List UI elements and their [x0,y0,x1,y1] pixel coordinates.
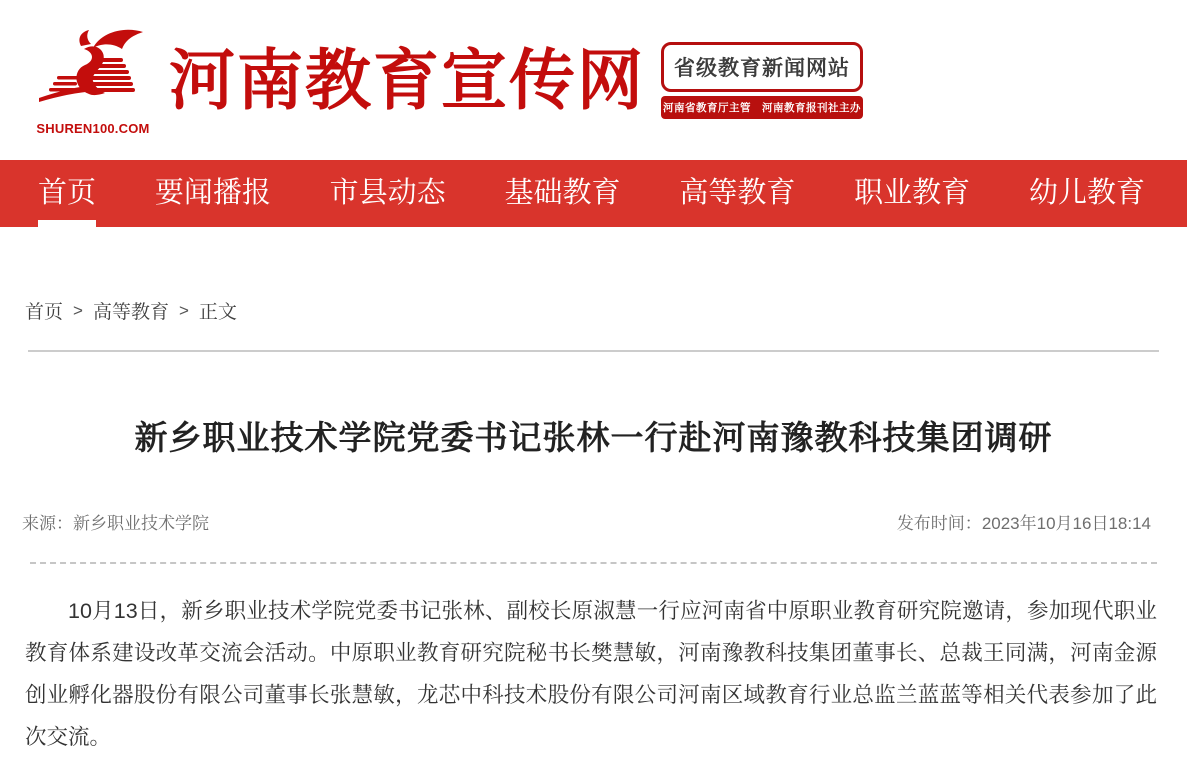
site-header [0,0,1187,160]
meta-divider-dashed [30,562,1157,564]
nav-item-home[interactable]: 首页 [38,160,96,227]
badge-title: 省级教育新闻网站 [661,42,863,92]
site-title: 河南教育宣传网 [169,41,645,119]
article-publish-time [897,509,1151,534]
breadcrumb-current: 正文 [198,302,237,323]
logo-domain-text: SHUREN100.COM [36,121,150,136]
breadcrumb-higher-education[interactable]: 高等教育 [92,302,169,323]
article-body-paragraph: 10月13日，新乡职业技术学院党委书记张林、副校长原淑慧一行应河南省中原职业教育研究院邀请，参加现代职业教育体系建设改革交流会活动。中原职业教育研究院秘书长樊慧敏，河南豫教科技集团董事长、总裁王同满，河南金源创业孵化器股份有限公司董事长张慧敏，龙芯中科技术股份有限公司河南区域教育行业总监兰蓝蓝等相关代表参加了此次交流。 [25,599,1157,749]
breadcrumb-separator: > [73,300,83,320]
nav-item-news-broadcast[interactable]: 要闻播报 [154,177,271,209]
nav-item-basic-education[interactable]: 基础教育 [504,177,621,209]
source-label: 来源： [22,514,73,533]
breadcrumb [25,297,1187,324]
badge-subtitle: 河南省教育厅主管 河南教育报刊社主办 [661,96,863,119]
breadcrumb-home[interactable]: 首页 [25,302,64,323]
publish-time-label: 发布时间： [896,514,982,533]
site-certification-badge [661,42,863,119]
publish-time-value: 2023年10月16日18:14 [981,514,1151,533]
article-source [22,509,209,534]
article-meta [22,509,1151,534]
nav-item-city-county[interactable]: 市县动态 [329,177,446,209]
shuren-phoenix-logo-icon [33,24,153,120]
nav-item-early-childhood-education[interactable]: 幼儿教育 [1028,177,1145,209]
source-value: 新乡职业技术学院 [73,514,209,533]
nav-item-higher-education[interactable]: 高等教育 [679,177,796,209]
breadcrumb-separator: > [178,300,189,320]
nav-item-vocational-education[interactable]: 职业教育 [854,177,971,209]
site-logo[interactable] [33,24,153,136]
article-title: 新乡职业技术学院党委书记张林一行赴河南豫教科技集团调研 [134,419,1053,456]
main-nav [0,160,1187,227]
section-divider [28,350,1159,352]
